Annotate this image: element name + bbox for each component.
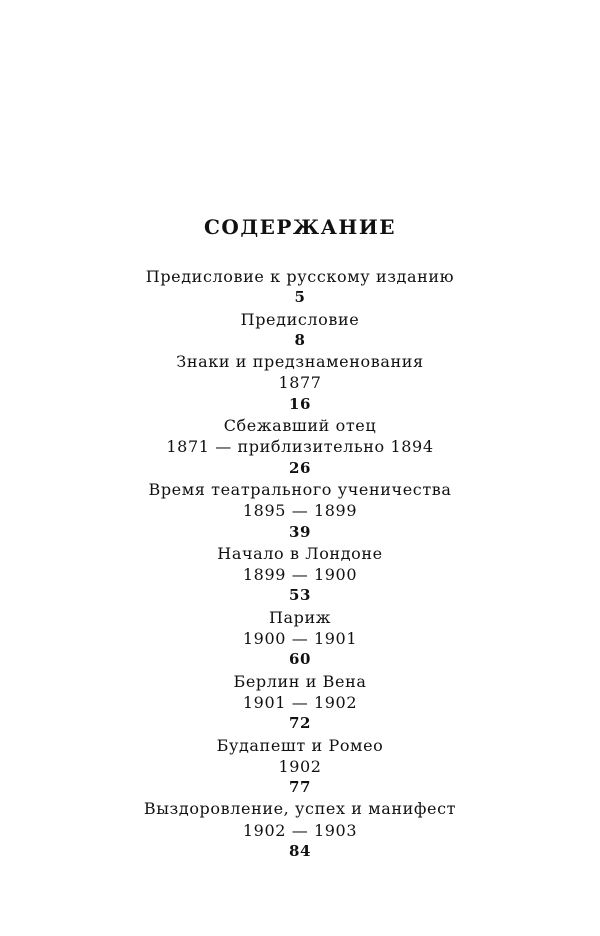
toc-page-number: 60 [288, 650, 312, 669]
toc-entry-title: Будапешт и Ромео [216, 735, 384, 755]
toc-page-number: 72 [288, 714, 312, 733]
toc-page-number: 53 [288, 586, 312, 605]
toc-entry-title: Время театрального ученичества [148, 479, 452, 499]
toc-entry-title: Начало в Лондоне [217, 543, 383, 563]
page-title: СОДЕРЖАНИЕ [204, 215, 396, 239]
toc-entry-title: Предисловие [240, 309, 360, 329]
toc-entry-title: Париж [268, 607, 332, 627]
toc-entry-title: Сбежавший отец [223, 416, 377, 436]
toc-entry-years: 1902 — 1903 [242, 820, 358, 840]
toc-page-number: 39 [288, 522, 312, 541]
toc-entry-title: Знаки и предзнаменования [176, 352, 424, 372]
toc-entry-years: 1899 — 1900 [242, 565, 358, 585]
toc-entry-years: 1900 — 1901 [242, 629, 358, 649]
toc-entry-title: Выздоровление, успех и манифест [143, 799, 457, 819]
toc-entry-years: 1871 — приблизительно 1894 [166, 437, 434, 457]
toc-entry-years: 1877 [278, 373, 322, 393]
toc-page-number: 8 [294, 330, 306, 349]
toc-page-number: 26 [288, 458, 312, 477]
toc-entry-title: Предисловие к русскому изданию [145, 267, 455, 286]
toc-entry-years: 1901 — 1902 [242, 692, 358, 712]
toc-page-number: 16 [288, 394, 312, 413]
toc-entry-years: 1895 — 1899 [242, 501, 358, 521]
toc-entry-title: Берлин и Вена [233, 671, 367, 691]
toc-page-number: 77 [288, 778, 312, 797]
toc-page-number: 5 [294, 288, 306, 307]
table-of-contents [0, 266, 600, 862]
toc-entry-years: 1902 [278, 756, 322, 776]
toc-page-number: 84 [288, 842, 312, 861]
